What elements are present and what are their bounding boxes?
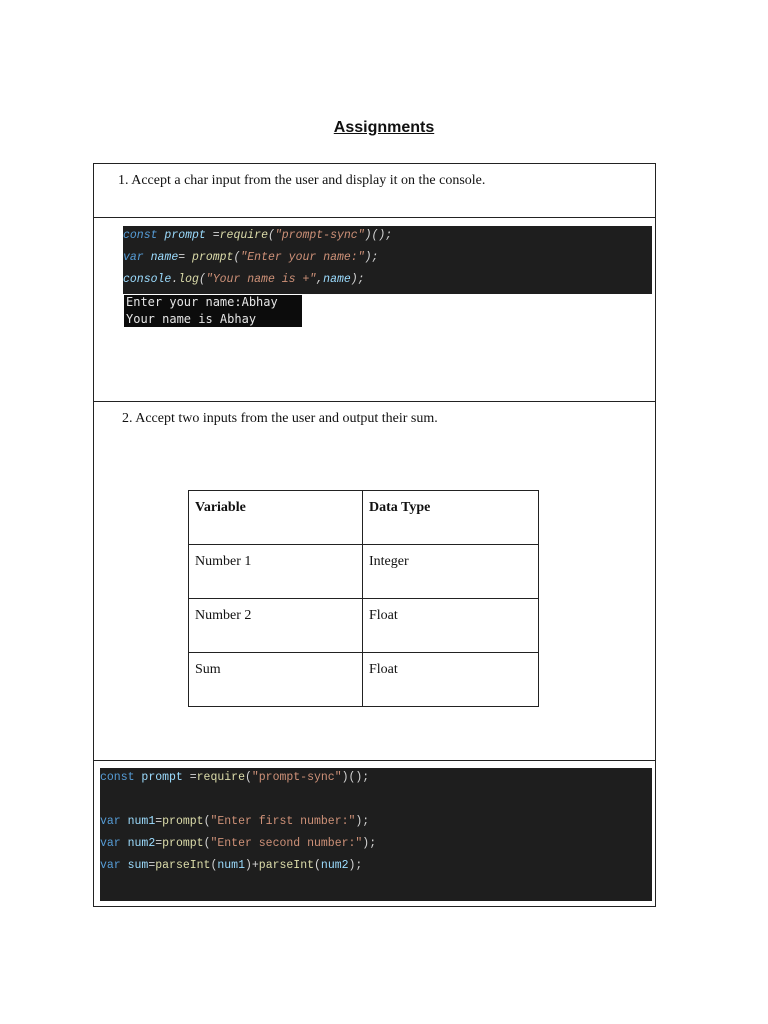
code-line: const prompt =require("prompt-sync")(); — [123, 229, 393, 242]
question-2-text: 2. Accept two inputs from the user and output their sum. — [122, 411, 438, 426]
question-1-text: 1. Accept a char input from the user and display it on the console. — [118, 173, 486, 188]
table-cell: Number 1 — [189, 545, 363, 599]
table-cell: Float — [363, 599, 539, 653]
code-line: console.log("Your name is +",name); — [123, 273, 365, 286]
table-header-cell: Data Type — [363, 491, 539, 545]
q2-code-block — [100, 768, 652, 901]
code-line: var num1=prompt("Enter first number:"); — [100, 815, 370, 828]
code-line: var sum=parseInt(num1)+parseInt(num2); — [100, 859, 363, 872]
assignment-container — [93, 163, 656, 907]
table-header-row — [189, 491, 539, 545]
row-divider — [94, 217, 655, 218]
console-output — [124, 295, 302, 327]
code-line: const prompt =require("prompt-sync")(); — [100, 771, 370, 784]
table-row — [189, 653, 539, 707]
code-line: var name= prompt("Enter your name:"); — [123, 251, 379, 264]
page-title: Assignments — [333, 119, 435, 136]
table-cell: Float — [363, 653, 539, 707]
data-type-table — [188, 490, 539, 707]
code-line: var num2=prompt("Enter second number:"); — [100, 837, 377, 850]
table-row — [189, 599, 539, 653]
row-divider — [94, 401, 655, 402]
row-divider — [94, 760, 655, 761]
table-cell: Integer — [363, 545, 539, 599]
table-row — [189, 545, 539, 599]
console-line: Your name is Abhay — [126, 312, 257, 326]
table-cell: Number 2 — [189, 599, 363, 653]
table-header-cell: Variable — [189, 491, 363, 545]
q1-code-block — [123, 226, 652, 294]
console-line: Enter your name:Abhay — [126, 295, 278, 309]
table-cell: Sum — [189, 653, 363, 707]
